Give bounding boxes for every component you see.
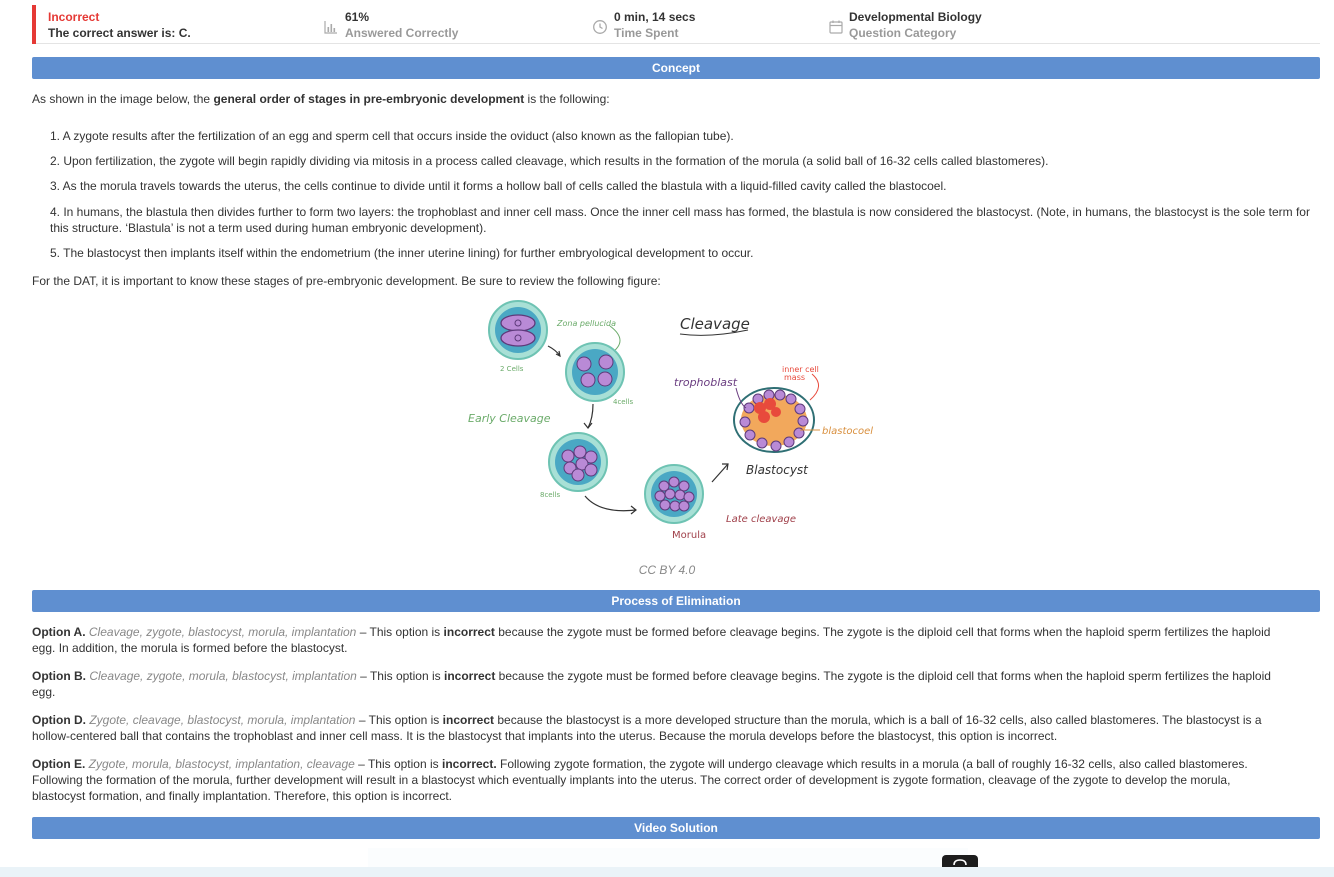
option-text: because the zygote must be formed before cleavage begins. The zygote is the diploid cell that forms when the haploid sperm fertilizes the haploid	[494, 625, 1271, 639]
elimination-heading: Process of Elimination	[32, 590, 1320, 612]
option-text: egg.	[32, 685, 56, 699]
list-item: 3. As the morula travels towards the uterus, the cells continue to divide until it forms a hollow ball of cells called the blastula with a liquid-filled cavity called the blastocoel.	[50, 179, 947, 193]
option-text: blastocyst formation, and finally implantation. Therefore, this option is incorrect.	[32, 789, 452, 803]
two-cell-stage	[489, 301, 547, 359]
option-text: – This option is	[355, 713, 443, 727]
bottom-strip	[0, 867, 1334, 877]
list-item: 1. A zygote results after the fertilization of an egg and sperm cell that occurs inside the oviduct (also known as the fallopian tube).	[50, 129, 734, 143]
calendar-icon	[828, 19, 844, 35]
result-summary-bar	[32, 5, 1320, 44]
two-cells-label: 2 Cells	[500, 365, 524, 373]
correct-answer-text: The correct answer is: C.	[48, 26, 191, 40]
option-text: because the zygote must be formed before cleavage begins. The zygote is the diploid cell that forms when the haploid sperm fertilizes the haploid	[495, 669, 1271, 683]
option-text: – This option is	[354, 757, 442, 771]
trophoblast-label: trophoblast	[674, 376, 738, 389]
clock-icon	[592, 19, 608, 35]
list-item: 4. In humans, the blastula then divides further to form two layers: the trophoblast and inner cell mass. Once the inner cell mass has formed, the blastula is now considered the blastocyst. (Note, in humans, the blastocyst is the sole term for this structure. ‘Blastula’ is not a term used during human embryonic development).	[50, 205, 1310, 235]
intro-bold-text: general order of stages in pre-embryonic development	[213, 92, 525, 106]
four-cells-label: 4cells	[613, 398, 634, 406]
option-text: Following the formation of the morula, further development will result in a blastocyst which eventually implants into the uterus. The correct order of development is zygote formation, cleavage of the zygote to develop the morula,	[32, 773, 1231, 787]
blastocoel-label: blastocoel	[822, 426, 874, 437]
early-cleavage-label: Early Cleavage	[468, 412, 551, 425]
option-text: – This option is	[356, 669, 444, 683]
option-verdict: incorrect	[443, 625, 495, 639]
list-item: 5. The blastocyst then implants itself within the endometrium (the inner uterine lining) for further embryological development to occur.	[50, 246, 754, 260]
result-label: Incorrect	[48, 10, 100, 24]
bar-chart-icon	[323, 19, 339, 35]
option-text: hollow-centered ball that contains the trophoblast and inner cell mass. It is the blastocyst that implants into the uterus. Because the morula develops before the blastocyst, this option is incorrect.	[32, 729, 1058, 743]
option-sequence: Zygote, morula, blastocyst, implantation, cleavage	[88, 757, 355, 771]
option-text: – This option is	[356, 625, 444, 639]
eight-cells-label: 8cells	[540, 491, 561, 499]
percent-value: 61%	[345, 10, 370, 24]
inner-cell-label: inner cell	[782, 365, 819, 374]
category-caption: Question Category	[849, 26, 957, 40]
option-verdict: incorrect	[443, 669, 496, 683]
time-caption: Time Spent	[614, 26, 679, 40]
video-player[interactable]	[368, 848, 968, 868]
percent-correct-stat	[345, 9, 458, 41]
cleavage-diagram	[460, 296, 880, 550]
concept-intro	[32, 91, 1322, 107]
option-verdict: incorrect.	[441, 757, 497, 771]
option-text: because the blastocyst is a more developed structure than the morula, which is a ball of 16-32 cells, also called blastomeres. The blastocyst is a	[494, 713, 1262, 727]
option-b-explanation	[32, 668, 1322, 700]
result-stat	[48, 9, 191, 41]
late-cleavage-label: Late cleavage	[726, 514, 797, 525]
incorrect-indicator	[32, 5, 36, 44]
cleavage-title: Cleavage	[680, 315, 750, 333]
option-label: Option E.	[32, 757, 86, 771]
option-text: egg. In addition, the morula is formed before the blastocyst.	[32, 641, 348, 655]
blastocyst-stage	[734, 388, 814, 452]
option-label: Option A.	[32, 625, 86, 639]
eight-cell-stage	[549, 433, 607, 491]
list-item: 2. Upon fertilization, the zygote will begin rapidly dividing via mitosis in a process called cleavage, which results in the formation of the morula (a solid ball of 16-32 cells called blastomeres).	[50, 154, 1049, 168]
morula-stage	[645, 465, 703, 523]
video-solution-heading: Video Solution	[32, 817, 1320, 839]
figure-caption: CC BY 4.0	[638, 563, 696, 577]
category-stat	[849, 9, 982, 41]
option-label: Option D.	[32, 713, 86, 727]
option-sequence: Cleavage, zygote, morula, blastocyst, implantation	[89, 669, 357, 683]
option-verdict: incorrect	[442, 713, 495, 727]
zona-label: Zona pellucida	[557, 319, 617, 328]
category-value: Developmental Biology	[849, 10, 982, 24]
option-sequence: Zygote, cleavage, blastocyst, morula, implantation	[89, 713, 356, 727]
intro-text: As shown in the image below, the	[32, 92, 214, 106]
inner-mass-label: mass	[784, 373, 806, 382]
time-spent-stat	[614, 9, 695, 41]
intro-text-end: is the following:	[524, 92, 610, 106]
option-d-explanation	[32, 712, 1322, 744]
figure-intro: For the DAT, it is important to know these stages of pre-embryonic development. Be sure to review the following figure:	[32, 274, 661, 288]
option-e-explanation	[32, 756, 1322, 804]
four-cell-stage	[566, 343, 624, 401]
percent-caption: Answered Correctly	[345, 26, 459, 40]
option-label: Option B.	[32, 669, 86, 683]
morula-label: Morula	[672, 530, 707, 541]
concept-heading: Concept	[32, 57, 1320, 79]
blastocyst-label: Blastocyst	[746, 463, 808, 477]
option-text: Following zygote formation, the zygote will undergo cleavage which results in a morula (a ball of roughly 16-32 cells, also called blastomeres.	[496, 757, 1248, 771]
time-value: 0 min, 14 secs	[614, 10, 696, 24]
option-sequence: Cleavage, zygote, blastocyst, morula, implantation	[88, 625, 357, 639]
option-a-explanation	[32, 624, 1322, 656]
